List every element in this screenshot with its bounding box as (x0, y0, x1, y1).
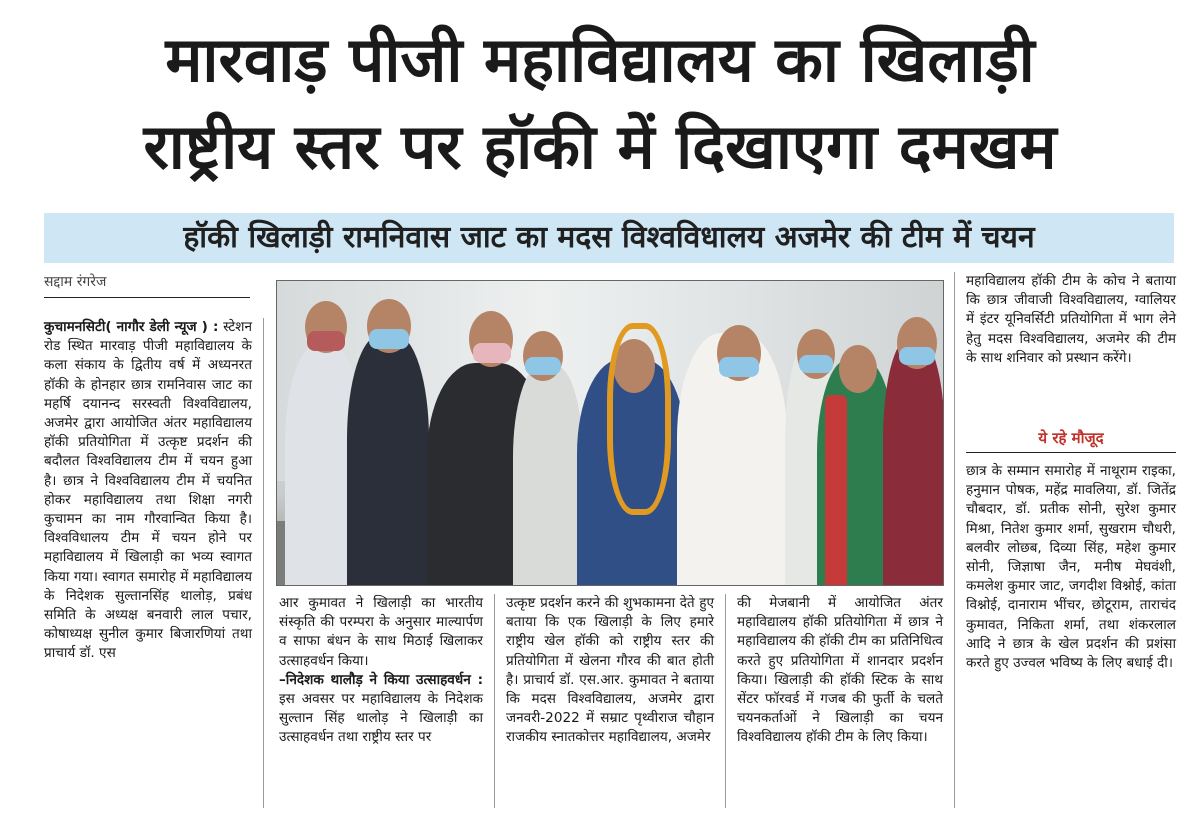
column-divider (954, 272, 955, 808)
column-5-text-2: छात्र के सम्मान समारोह में नाथूराम राइका, हनुमान पोषक, महेंद्र मावलिया, डॉ. जितेंद्र चौबदार, डॉ. प्रतीक सोनी, सुरेश कुमार मिश्रा, नितेश कुमार शर्मा, सुखराम चौधरी, बलवीर लोछब, दिव्या सिंह, महेश कुमार सोनी, जिज्ञाषा जैन, मनीष मेघवंशी, कमलेश कुमार जाट, जगदीश विश्नोई, कांता विश्नोई, दानाराम भींचर, छोटूराम, ताराचंद कुमावत, निकिता शर्मा, तथा शंकरलाल आदि ने छात्र के खेल प्रदर्शन की प्रशंसा करते हुए उज्वल भविष्य के लिए बधाई दी। (966, 463, 1176, 672)
photo-garland (607, 323, 671, 515)
byline: सद्दाम रंगरेज (44, 272, 250, 298)
headline-line-1: मारवाड़ पीजी महाविद्यालय का खिलाड़ी (165, 23, 1035, 96)
photo-face-mask (719, 357, 759, 377)
article-column-2 (279, 594, 483, 748)
photo-dupatta (825, 395, 847, 586)
article-column-4 (737, 594, 943, 748)
photo-face-mask (307, 331, 345, 351)
photo-face-mask (369, 329, 409, 349)
column-divider (263, 318, 264, 808)
dateline: कुचामनसिटी( नागौर डेली न्यूज ) : (44, 319, 219, 335)
photo-face-mask (799, 355, 833, 373)
column-divider (725, 594, 726, 808)
article-column-5-lower (966, 462, 1176, 673)
photo-face-mask (525, 357, 561, 375)
group-photo-image (276, 280, 944, 586)
photo-face-mask (899, 347, 935, 365)
column-2-text-2: इस अवसर पर महाविद्यालय के निदेशक सुल्तान सिंह थालोड़ ने खिलाड़ी का उत्साहवर्धन तथा राष्ट्रीय स्तर पर (279, 691, 483, 746)
photo-person (883, 339, 944, 586)
article-column-1 (44, 318, 252, 664)
photo-person (347, 335, 429, 586)
headline-line-2: राष्ट्रीय स्तर पर हॉकी में दिखाएगा दमखम (143, 110, 1057, 183)
column-5-text-1: महाविद्यालय हॉकी टीम के कोच ने बताया कि छात्र जीवाजी विश्वविद्यालय, ग्वालियर में इंटर यूनिवर्सिटी प्रतियोगिता में भाग लेने हेतु मदस विश्वविद्यालय, अजमेर की टीम के साथ शनिवार को प्रस्थान करेंगे। (966, 273, 1176, 366)
subheadline: हॉकी खिलाड़ी रामनिवास जाट का मदस विश्वविधालय अजमेर की टीम में चयन (44, 213, 1174, 263)
photo-person-head (839, 345, 877, 393)
column-4-text: की मेजबानी में आयोजित अंतर महाविद्यालय हॉकी प्रतियोगिता में छात्र ने महाविद्यालय की हॉकी टीम का प्रतिनिधित्व करते हुए प्रतियोगिता में शानदार प्रदर्शन किया। खिलाड़ी की हॉकी स्टिक के साथ सेंटर फॉरवर्ड में गजब की फुर्ती के चलते चयनकर्ताओं ने खिलाड़ी का चयन विश्वविद्यालय हॉकी टीम के लिए किया। (737, 595, 943, 746)
photo-face-mask (473, 343, 511, 363)
photo-person (513, 365, 583, 586)
article-column-3 (506, 594, 714, 748)
section-heading-attendees: ये रहे मौजूद (966, 428, 1176, 453)
column-2-text-1: आर कुमावत ने खिलाड़ी का भारतीय संस्कृति की परम्परा के अनुसार माल्यार्पण व साफा बंधन के साथ मिठाई खिलाकर उत्साहवर्धन किया। (279, 595, 483, 669)
subhead-director: –निदेशक थालौड़ ने किया उत्साहवर्धन : (279, 671, 483, 688)
column-3-text: उत्कृष्ट प्रदर्शन करने की शुभकामना देते हुए बताया कि एक खिलाड़ी के लिए हमारे राष्ट्रीय खेल हॉकी को राष्ट्रीय स्तर की प्रतियोगिता में खेलना गौरव की बात होती है। प्राचार्य डॉ. एस.आर. कुमावत ने बताया कि मदस विश्वविद्यालय, अजमेर द्वारा जनवरी-2022 में सम्राट पृथ्वीराज चौहान राजकीय स्नातकोत्तर महाविद्यालय, अजमेर (506, 595, 714, 746)
column-1-text: स्टेशन रोड स्थित मारवाड़ पीजी महाविद्यालय के कला संकाय के द्वितीय वर्ष में अध्यनरत हॉकी के होनहार छात्र रामनिवास जाट का महर्षि दयानन्द सरस्वती विश्वविद्यालय, अजमेर द्वारा आयोजित अंतर महाविद्यालय हॉकी प्रतियोगिता में उत्कृष्ट प्रदर्शन की बदौलत विश्वविद्यालय टीम में चयन हुआ है। छात्र ने विश्वविद्यालय टीम में चयनित होकर महाविद्यालय तथा शिक्षा नगरी कुचामन का नाम गौरवान्वित किया है। विश्वविधालय टीम में चयन होने पर महाविद्यालय में खिलाड़ी का भव्य स्वागत किया गया। स्वागत समारोह में महाविद्यालय के निदेशक सुल्तानसिंह थालोड़, प्रबंध समिति के अध्यक्ष बनवारी लाल पचार, कोषाध्यक्ष सुनील कुमार बिजारणियां तथा प्राचार्य डॉ. एस (44, 319, 252, 662)
article-column-5 (966, 272, 1176, 368)
column-divider (494, 594, 495, 808)
